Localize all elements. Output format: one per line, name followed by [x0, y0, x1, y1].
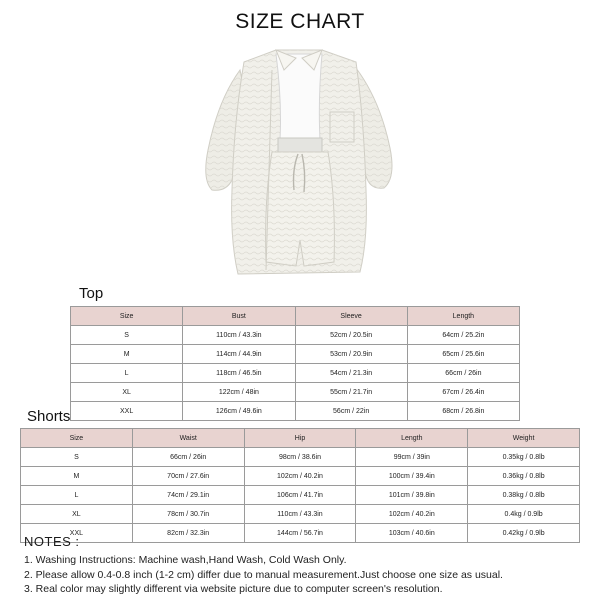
table-row: [71, 345, 520, 364]
table-cell: 53cm / 20.9in: [295, 345, 407, 364]
table-row: [71, 326, 520, 345]
column-header: Size: [21, 429, 133, 448]
shorts-section-label: Shorts: [27, 408, 71, 425]
table-cell: 114cm / 44.9in: [183, 345, 295, 364]
table-cell: 99cm / 39in: [356, 448, 468, 467]
column-header: Hip: [244, 429, 356, 448]
column-header: Length: [356, 429, 468, 448]
table-cell: 118cm / 46.5in: [183, 364, 295, 383]
table-cell: XL: [21, 505, 133, 524]
table-cell: 0.38kg / 0.8lb: [468, 486, 580, 505]
table-cell: 102cm / 40.2in: [356, 505, 468, 524]
note-line: 1. Washing Instructions: Machine wash,Hand Wash, Cold Wash Only.: [24, 554, 347, 566]
table-cell: 68cm / 26.8in: [407, 402, 519, 421]
column-header: Size: [71, 307, 183, 326]
table-cell: 0.36kg / 0.8lb: [468, 467, 580, 486]
column-header: Waist: [132, 429, 244, 448]
table-cell: XL: [71, 383, 183, 402]
table-cell: 56cm / 22in: [295, 402, 407, 421]
table-cell: S: [21, 448, 133, 467]
table-cell: 74cm / 29.1in: [132, 486, 244, 505]
top-size-table: [70, 306, 520, 421]
table-cell: 106cm / 41.7in: [244, 486, 356, 505]
table-cell: 67cm / 26.4in: [407, 383, 519, 402]
table-cell: 0.4kg / 0.9lb: [468, 505, 580, 524]
table-cell: XXL: [21, 524, 133, 543]
column-header: Weight: [468, 429, 580, 448]
table-row: [21, 486, 580, 505]
table-cell: 110cm / 43.3in: [183, 326, 295, 345]
table-cell: 82cm / 32.3in: [132, 524, 244, 543]
top-section-label: Top: [79, 285, 104, 302]
notes-heading: NOTES :: [24, 534, 80, 549]
table-cell: 126cm / 49.6in: [183, 402, 295, 421]
table-cell: 0.35kg / 0.8lb: [468, 448, 580, 467]
table-cell: 52cm / 20.5in: [295, 326, 407, 345]
table-cell: 98cm / 38.6in: [244, 448, 356, 467]
table-cell: 144cm / 56.7in: [244, 524, 356, 543]
table-cell: XXL: [71, 402, 183, 421]
table-row: [21, 505, 580, 524]
table-cell: 70cm / 27.6in: [132, 467, 244, 486]
column-header: Sleeve: [295, 307, 407, 326]
note-line: 3. Real color may slightly different via website picture due to computer screen's resolution.: [24, 583, 443, 595]
table-cell: 101cm / 39.8in: [356, 486, 468, 505]
table-cell: 100cm / 39.4in: [356, 467, 468, 486]
table-header-row: [21, 429, 580, 448]
table-cell: 102cm / 40.2in: [244, 467, 356, 486]
table-row: [71, 364, 520, 383]
table-row: [71, 383, 520, 402]
table-cell: 65cm / 25.6in: [407, 345, 519, 364]
page-title: SIZE CHART: [235, 10, 365, 33]
table-cell: 66cm / 26in: [132, 448, 244, 467]
table-cell: 78cm / 30.7in: [132, 505, 244, 524]
table-cell: 66cm / 26in: [407, 364, 519, 383]
shorts-size-table: [20, 428, 580, 543]
table-cell: 55cm / 21.7in: [295, 383, 407, 402]
column-header: Length: [407, 307, 519, 326]
table-cell: 122cm / 48in: [183, 383, 295, 402]
table-row: [21, 467, 580, 486]
column-header: Bust: [183, 307, 295, 326]
table-cell: 0.42kg / 0.9lb: [468, 524, 580, 543]
table-cell: M: [21, 467, 133, 486]
note-line: 2. Please allow 0.4-0.8 inch (1-2 cm) differ due to manual measurement.Just choose one size as usual.: [24, 568, 503, 581]
table-row: [71, 402, 520, 421]
table-row: [21, 448, 580, 467]
table-header-row: [71, 307, 520, 326]
product-photo: [180, 40, 420, 285]
table-cell: L: [71, 364, 183, 383]
table-cell: L: [21, 486, 133, 505]
table-cell: S: [71, 326, 183, 345]
notes-section: [24, 534, 594, 597]
table-cell: 54cm / 21.3in: [295, 364, 407, 383]
table-cell: M: [71, 345, 183, 364]
table-cell: 64cm / 25.2in: [407, 326, 519, 345]
table-cell: 110cm / 43.3in: [244, 505, 356, 524]
table-cell: 103cm / 40.6in: [356, 524, 468, 543]
